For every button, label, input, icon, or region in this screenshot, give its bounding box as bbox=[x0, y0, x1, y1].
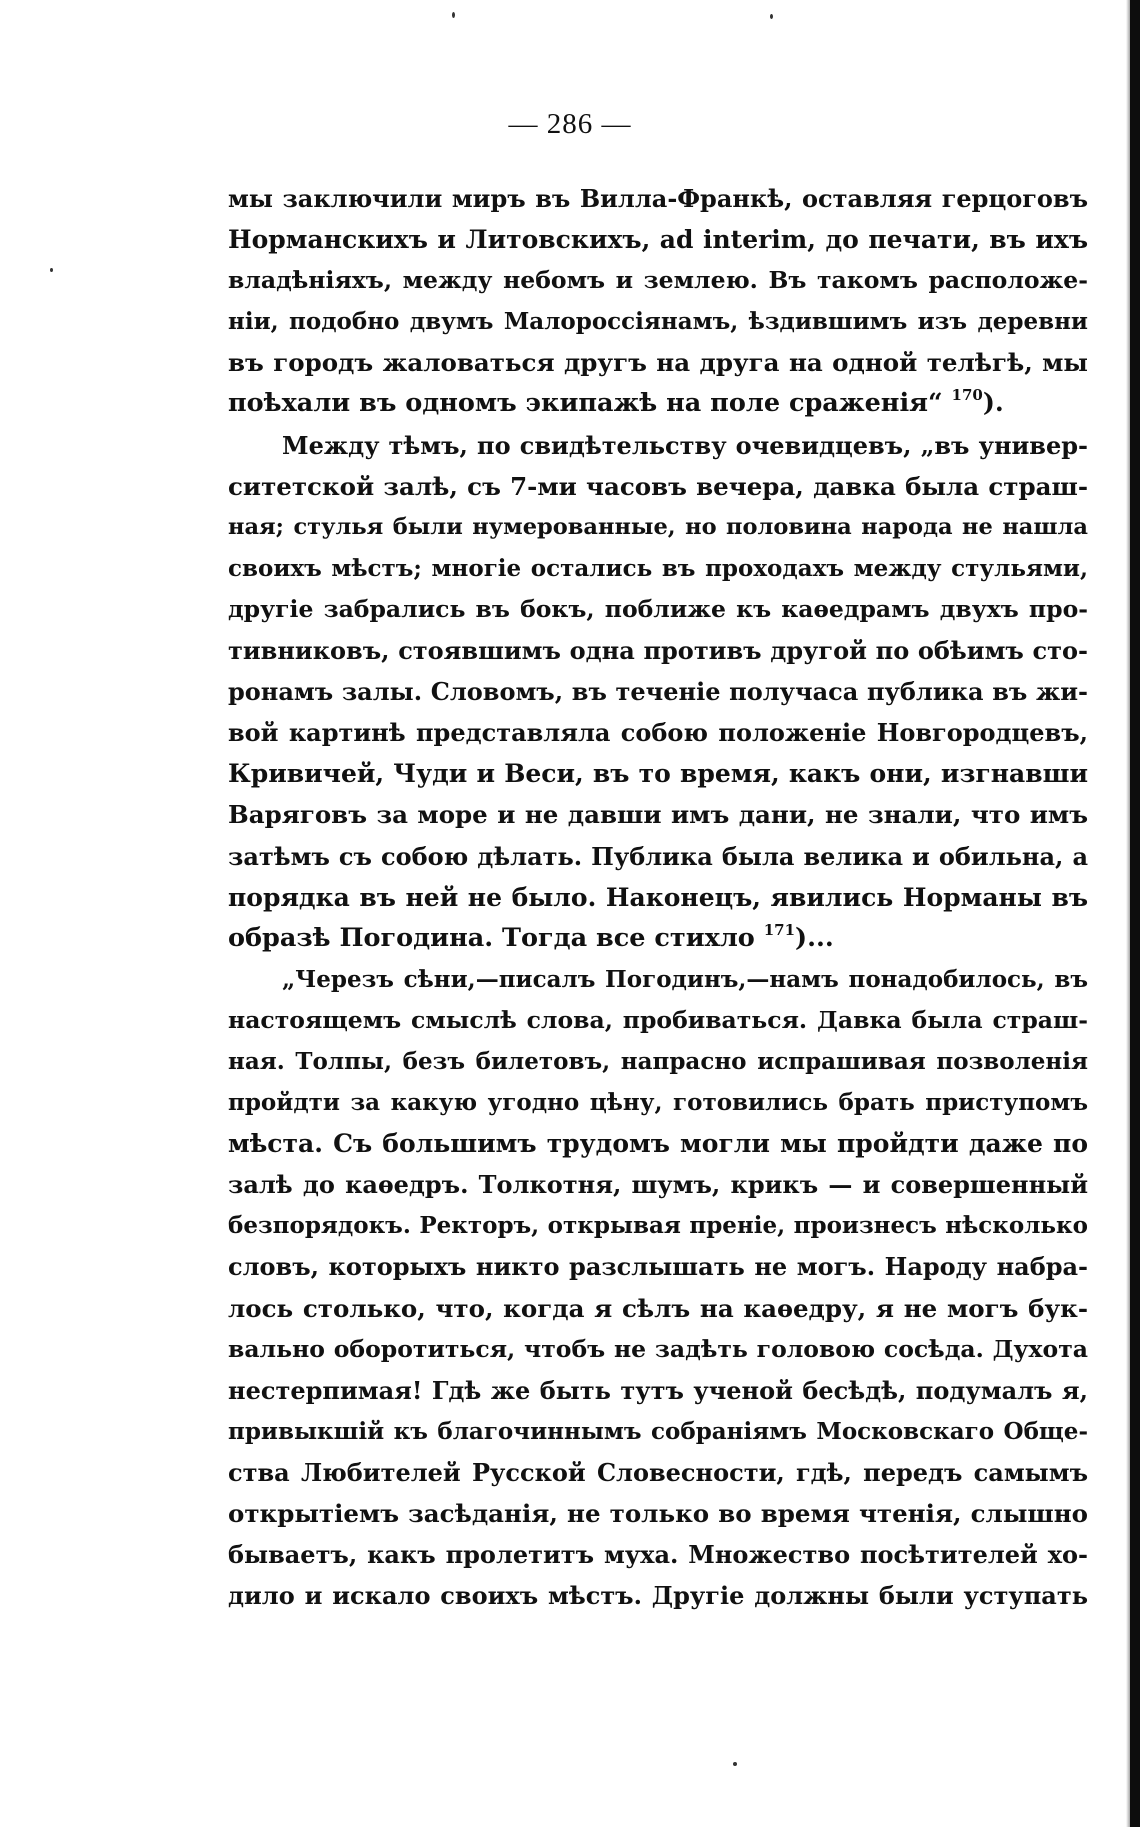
text-line-content: лось столько, что, когда я сѣлъ на каѳедру, я не могъ бук- bbox=[228, 1293, 1088, 1323]
text-line bbox=[228, 507, 1088, 548]
page-number: — 286 — bbox=[508, 108, 632, 140]
text-line-content: ства Любителей Русской Словесности, гдѣ, передъ самымъ bbox=[228, 1457, 1088, 1487]
text-line bbox=[228, 794, 1088, 835]
text-line bbox=[228, 301, 1088, 342]
text-line-content: ная. Толпы, безъ билетовъ, напрасно испрашивая позволенія bbox=[228, 1047, 1088, 1075]
text-line-content: настоящемъ смыслѣ слова, пробиваться. Давка была страш- bbox=[228, 1005, 1088, 1034]
text-line bbox=[228, 1000, 1088, 1041]
text-line-content: залѣ до каѳедръ. Толкотня, шумъ, крикъ — и совершенный bbox=[228, 1170, 1088, 1200]
text-line bbox=[228, 1123, 1088, 1164]
text-line bbox=[228, 918, 1088, 959]
text-line-content: тивниковъ, стоявшимъ одна противъ другой по обѣимъ сто- bbox=[228, 636, 1088, 666]
text-line bbox=[228, 425, 1088, 466]
footnote-trailing-punct: ). bbox=[982, 388, 1004, 419]
text-line bbox=[228, 1041, 1088, 1082]
text-line bbox=[228, 589, 1088, 630]
text-line bbox=[228, 383, 1088, 424]
text-line-content: ная; стулья были нумерованные, но половина народа не нашла bbox=[228, 513, 1088, 540]
text-line-content: ніи, подобно двумъ Малороссіянамъ, ѣздившимъ изъ деревни bbox=[228, 308, 1088, 336]
text-line bbox=[228, 1411, 1088, 1452]
footnote-marker: 171 bbox=[763, 920, 796, 939]
body-text bbox=[228, 178, 1088, 1616]
text-line bbox=[228, 1493, 1088, 1534]
text-line bbox=[228, 1164, 1088, 1205]
text-line bbox=[228, 1452, 1088, 1493]
text-line bbox=[228, 1246, 1088, 1287]
text-line-content: владѣніяхъ, между небомъ и землею. Въ такомъ расположе- bbox=[228, 266, 1088, 295]
text-line-content: мѣста. Съ большимъ трудомъ могли мы пройдти даже по bbox=[228, 1129, 1088, 1159]
text-line-content: образѣ Погодина. Тогда все стихло bbox=[228, 922, 755, 953]
text-line bbox=[228, 1082, 1088, 1123]
text-line bbox=[228, 630, 1088, 671]
text-line-content: ронамъ залы. Словомъ, въ теченіе получаса публика въ жи- bbox=[228, 677, 1088, 707]
text-line bbox=[228, 1329, 1088, 1370]
text-line bbox=[228, 753, 1088, 794]
book-spine-edge bbox=[1130, 0, 1140, 1827]
text-line-content: Кривичей, Чуди и Веси, въ то время, какъ они, изгнавши bbox=[228, 759, 1088, 789]
text-line-content: другіе забрались въ бокъ, поближе къ каѳедрамъ двухъ про- bbox=[228, 594, 1088, 623]
scan-speck bbox=[50, 268, 53, 272]
text-line bbox=[228, 219, 1088, 260]
footnote-marker: 170 bbox=[951, 386, 983, 405]
text-line bbox=[228, 1370, 1088, 1411]
text-line-content: нестерпимая! Гдѣ же быть тутъ ученой бесѣдѣ, подумалъ я, bbox=[228, 1375, 1088, 1405]
text-line bbox=[228, 836, 1088, 877]
text-line bbox=[228, 1534, 1088, 1575]
text-line bbox=[228, 548, 1088, 589]
text-line-content: ситетской залѣ, съ 7-ми часовъ вечера, давка была страш- bbox=[228, 471, 1088, 501]
text-line-content: Норманскихъ и Литовскихъ, ad interim, до печати, въ ихъ bbox=[228, 225, 1088, 255]
text-line-content: вально оборотиться, чтобъ не задѣть головою сосѣда. Духота bbox=[228, 1334, 1088, 1363]
scan-speck bbox=[452, 12, 455, 18]
text-line bbox=[228, 877, 1088, 918]
text-line-content: Между тѣмъ, по свидѣтельству очевидцевъ, „въ универ- bbox=[282, 430, 1088, 460]
text-line bbox=[228, 178, 1088, 219]
text-line-content: дило и искало своихъ мѣстъ. Другіе должны были уступать bbox=[228, 1581, 1088, 1611]
text-line-content: открытіемъ засѣданія, не только во время чтенія, слышно bbox=[228, 1499, 1088, 1528]
text-line bbox=[228, 1288, 1088, 1329]
text-line bbox=[228, 712, 1088, 753]
text-line bbox=[228, 1575, 1088, 1616]
text-line bbox=[228, 260, 1088, 301]
text-line-content: въ городъ жаловаться другъ на друга на одной телѣгѣ, мы bbox=[228, 348, 1088, 378]
text-line-content: привыкшій къ благочиннымъ собраніямъ Московскаго Обще- bbox=[228, 1417, 1088, 1445]
text-line-content: затѣмъ съ собою дѣлать. Публика была велика и обильна, а bbox=[228, 841, 1088, 871]
text-line-content: поѣхали въ одномъ экипажѣ на поле сраженія“ bbox=[228, 388, 943, 419]
text-line bbox=[228, 1205, 1088, 1246]
text-line-content: безпорядокъ. Ректоръ, открывая преніе, произнесъ нѣсколько bbox=[228, 1212, 1088, 1240]
text-line-content: вой картинѣ представляла собою положеніе Новгородцевъ, bbox=[228, 718, 1088, 748]
text-line bbox=[228, 466, 1088, 507]
footnote-trailing-punct: )... bbox=[795, 922, 834, 953]
text-line-content: бываетъ, какъ пролетитъ муха. Множество посѣтителей хо- bbox=[228, 1540, 1088, 1570]
text-line-content: „Черезъ сѣни,—писалъ Погодинъ,—намъ понадобилось, въ bbox=[282, 965, 1088, 993]
text-line-content: словъ, которыхъ никто разслышать не могъ. Народу набра- bbox=[228, 1252, 1088, 1282]
text-line bbox=[228, 671, 1088, 712]
text-line-content: порядка въ ней не было. Наконецъ, явились Норманы въ bbox=[228, 882, 1088, 912]
text-line bbox=[228, 959, 1088, 1000]
text-line bbox=[228, 342, 1088, 383]
text-line-content: мы заключили миръ въ Вилла-Франкѣ, оставляя герцоговъ bbox=[228, 184, 1088, 213]
text-line-content: Варяговъ за море и не давши имъ дани, не знали, что имъ bbox=[228, 800, 1088, 830]
text-line-content: пройдти за какую угодно цѣну, готовились брать приступомъ bbox=[228, 1089, 1088, 1117]
scan-speck bbox=[733, 1762, 737, 1766]
scan-speck bbox=[770, 14, 773, 19]
text-line-content: своихъ мѣстъ; многіе остались въ проходахъ между стульями, bbox=[228, 554, 1088, 582]
